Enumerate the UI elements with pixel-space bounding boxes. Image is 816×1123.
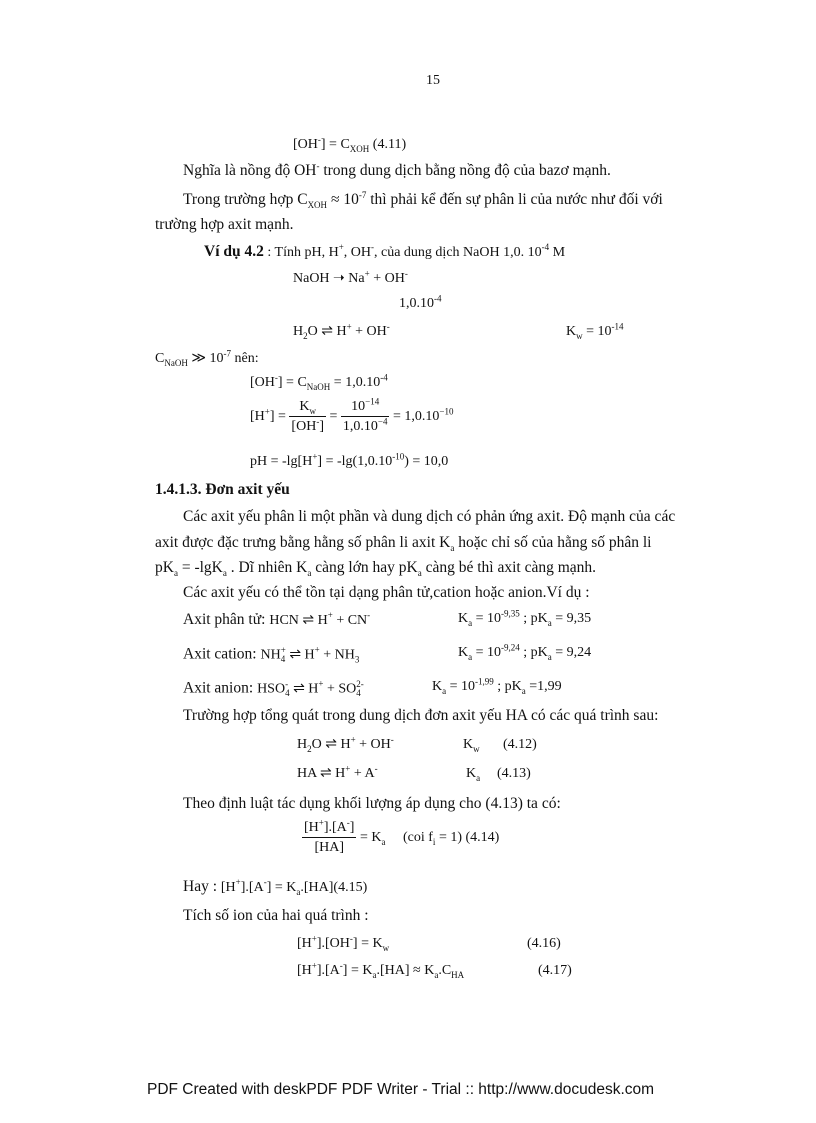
text: Nghĩa là nồng độ OH [183,162,317,179]
acid-molecular-k [458,608,592,628]
text: ] = K [352,936,383,951]
text: càng lớn hay pK [311,559,418,576]
eq-tag: (4.11) [369,137,407,152]
paragraph-2 [183,189,663,211]
text: ; pK [519,645,548,660]
sub: a [173,568,178,579]
eq-text: [OH [293,137,318,152]
text: = 10 [472,645,502,660]
equation-4-13-k [466,767,480,781]
sub: a [476,772,481,783]
numerator [302,817,356,838]
eq-text: ] = C [320,137,350,152]
text: = 10 [582,324,612,339]
text: càng bé thì axit càng mạnh. [421,559,597,576]
text: = 1) (4.14) [435,830,500,845]
sup: + [327,609,333,620]
reaction-naoh-conc [399,293,442,311]
sup: + [314,644,320,655]
sup: -9,35 [501,608,520,619]
text: + CN [332,613,368,628]
text: K [299,399,310,414]
text: ≈ 10 [327,191,359,208]
acid-cation [183,646,359,664]
text: HSO [257,681,286,697]
paragraph-6: Theo định luật tác dụng khối lượng áp dụng cho (4.13) ta có: [183,795,561,812]
denominator: [HA] [314,840,344,855]
text: K [466,766,477,781]
page-number: 15 [426,73,440,88]
paragraph-3-cont [155,534,652,554]
text: K [458,611,469,626]
acid-cation-k [458,642,592,662]
sup: - [390,734,394,745]
equation-4-12 [297,734,394,754]
acid-anion-k [432,676,562,696]
sub: w [576,330,583,341]
sub: a [442,685,447,696]
equation-4-16 [297,933,390,953]
text: C [155,351,165,366]
text: = 1,0.10 [330,375,381,390]
text: 1,0.10 [399,296,434,311]
text: = 1,0.10 [392,409,440,424]
text: nên: [231,351,259,366]
sup: - [404,268,408,279]
denominator [341,417,390,434]
sup: - [316,416,320,427]
sup: + [235,876,241,887]
text: + OH [369,271,405,286]
text: Trong trường hợp C [183,191,308,208]
text: ] = -lg(1,0.10 [317,454,393,469]
sup: -4 [541,241,550,252]
sup: -4 [380,372,388,383]
sup: + [280,645,286,655]
paragraph-1 [183,160,611,179]
acid-molecular [183,609,371,628]
example-4-2 [204,241,566,260]
text: ) = 10,0 [404,454,449,469]
text: [H [297,936,312,951]
sup: - [367,609,371,620]
sup: -7 [223,348,231,359]
text: [OH [250,375,275,390]
sup: + [264,406,270,417]
text: .[HA] ≈ K [376,963,435,978]
text: = K [359,830,382,845]
sup: -14 [611,321,624,332]
sup: −14 [365,396,380,407]
sup: + [318,678,324,689]
sub: a [468,651,473,662]
text: Axit cation: [183,645,261,663]
text: Hay : [183,878,221,895]
text: = 9,24 [551,645,592,660]
sub: NaOH [164,357,188,368]
paragraph-2-cont: trường hợp axit mạnh. [155,216,294,233]
sub: w [309,405,317,416]
text: ] = K [266,880,297,895]
text: hoặc chỉ số của hằng số phân li [454,534,652,551]
equation-4-13-tag: (4.13) [497,766,531,781]
equals-sign: = [329,409,338,424]
sub: HA [451,969,465,980]
sub: a [547,617,552,628]
denominator [289,417,326,434]
sub: XOH [307,200,328,211]
sup: - [374,763,378,774]
sup: - [285,679,289,689]
text: [H [250,409,265,424]
text: (coi f [402,830,433,845]
sup: - [274,372,278,383]
sup: -9,24 [501,642,520,653]
sup: - [349,933,353,944]
sup: + [350,734,356,745]
text: M [549,245,566,260]
numerator [341,396,390,417]
equation-4-14 [302,817,500,855]
text: . Dĩ nhiên K [226,559,308,576]
eq-tag: (4.15) [333,880,368,895]
sub: a [434,969,439,980]
numerator [289,400,326,417]
equation-4-17-tag: (4.17) [538,963,572,978]
sub: 4 [285,688,290,698]
text: =1,99 [525,679,562,694]
text: ].[A [323,820,347,835]
text: .[HA] [300,880,334,895]
text: ] = K [342,963,373,978]
text: , của dung dịch NaOH 1,0. 10 [374,245,542,260]
text: + SO [323,681,357,697]
condition-line [155,348,259,368]
text: [H [220,880,236,895]
paragraph-3-cont-2 [155,559,597,579]
equation-4-13 [297,763,378,781]
sub: a [381,837,386,848]
sup: - [386,321,390,332]
sup: + [345,763,351,774]
sub: a [307,568,312,579]
sub: 2 [303,330,308,341]
eq-sup: - [317,134,321,145]
equation-4-12-tag: (4.12) [503,737,537,752]
sub: a [468,617,473,628]
text: , OH [343,245,371,260]
text: = 10 [472,611,502,626]
paragraph-5: Trường hợp tổng quát trong dung dịch đơn axit yếu HA có các quá trình sau: [183,707,659,724]
sup: + [318,817,324,828]
sub: a [521,685,526,696]
text: pH = -lg[H [250,454,313,469]
paragraph-4: Các axit yếu có thể tồn tại dạng phân tử,cation hoặc anion.Ví dụ : [183,584,590,601]
text: ].[OH [316,936,350,951]
sup: -1,99 [475,676,494,687]
text: HA ⇌ H [297,766,346,781]
text: NaOH ➝ Na [293,271,365,286]
pdf-footer: PDF Created with deskPDF PDF Writer - Trial :: http://www.docudesk.com [147,1081,655,1098]
sub: a [222,568,227,579]
paragraph-7: Tích số ion của hai quá trình : [183,907,369,924]
sub: a [296,887,301,898]
text: [OH [291,419,317,434]
equation-4-11 [293,134,407,154]
sup: - [346,817,350,828]
sup: + [312,451,318,462]
text: H [297,737,308,752]
text: axit được đặc trưng bằng hằng số phân li axit K [155,534,451,551]
text: trong dung dịch bằng nồng độ của bazơ mạnh. [319,162,611,179]
sup: -4 [434,293,442,304]
fraction-kw [289,400,326,434]
reaction-naoh [293,268,408,286]
sup: - [339,960,343,971]
text: ; pK [519,611,548,626]
reaction-water [293,321,390,341]
sub: 4 [280,654,286,664]
sub: i [432,836,436,847]
stacked-index [356,680,364,698]
sub: a [547,651,552,662]
text: ] = [269,409,290,424]
text: + NH [319,647,355,663]
text: K [566,324,577,339]
text: Axit anion: [183,679,258,697]
sub: w [473,743,480,754]
calc-h [250,396,454,434]
text: ≫ 10 [187,351,224,366]
sup: - [371,241,374,252]
text: 1,0.10 [342,419,378,434]
reaction-water-kw [566,321,624,341]
fraction-value [341,396,390,434]
sup: −10 [439,406,454,417]
text: ].[A [240,880,264,895]
note [403,830,499,845]
text: : Tính pH, H [263,245,339,260]
text: O ⇌ H [307,324,347,339]
text: NH [260,647,281,663]
text: O ⇌ H [311,737,351,752]
paragraph-3: Các axit yếu phân li một phần và dung dịch có phản ứng axit. Độ mạnh của các [183,508,676,525]
sup: + [338,241,344,252]
sup: -10 [392,451,405,462]
text: pK [155,559,174,576]
text: ] [349,820,355,835]
text: K [432,679,443,694]
equation-4-17 [297,960,465,980]
sub: a [450,543,455,554]
text: HCN ⇌ H [269,613,328,628]
text: + OH [351,324,387,339]
sub: NaOH [306,381,331,392]
sub: 2 [307,743,312,754]
sup: + [311,933,317,944]
text: K [463,737,474,752]
acid-anion [183,680,364,698]
sub: a [372,969,377,980]
text: 10 [351,399,366,414]
text: Axit phân tử: [183,611,270,628]
text: thì phải kể đến sự phân li của nước như đối với [366,191,663,208]
section-heading: 1.4.1.3. Đơn axit yếu [155,481,290,498]
sub: 4 [356,688,361,698]
equation-4-12-k [463,738,480,752]
calc-oh [250,372,388,392]
eq-sub: XOH [349,143,370,154]
sup: 2- [356,679,364,689]
calc-ph [250,451,449,469]
text: + A [350,766,375,781]
sub: w [382,942,390,953]
sub: 3 [354,654,360,665]
sup: -7 [358,189,367,200]
sup: + [364,268,370,279]
equation-4-15 [183,876,368,898]
text: [H [304,820,319,835]
text: [H [297,963,312,978]
text: = 10 [446,679,476,694]
sup: - [263,876,267,887]
sup: + [311,960,317,971]
text: ; pK [493,679,522,694]
text: + OH [355,737,391,752]
text: = 9,35 [551,611,592,626]
text: ].[A [316,963,340,978]
text: H [293,324,304,339]
text: .C [438,963,452,978]
equation-4-16-tag: (4.16) [527,936,561,951]
text: ⇌ H [289,681,319,697]
fraction-ka [302,817,356,855]
text: K [458,645,469,660]
text: ] [319,419,324,434]
sup: - [316,160,320,171]
text: ] = C [277,375,307,390]
sup: −4 [377,416,388,427]
text: ⇌ H [285,647,315,663]
sup: + [346,321,352,332]
text: = -lgK [177,559,223,576]
sub: a [417,568,422,579]
example-label: Ví dụ 4.2 [204,243,264,260]
